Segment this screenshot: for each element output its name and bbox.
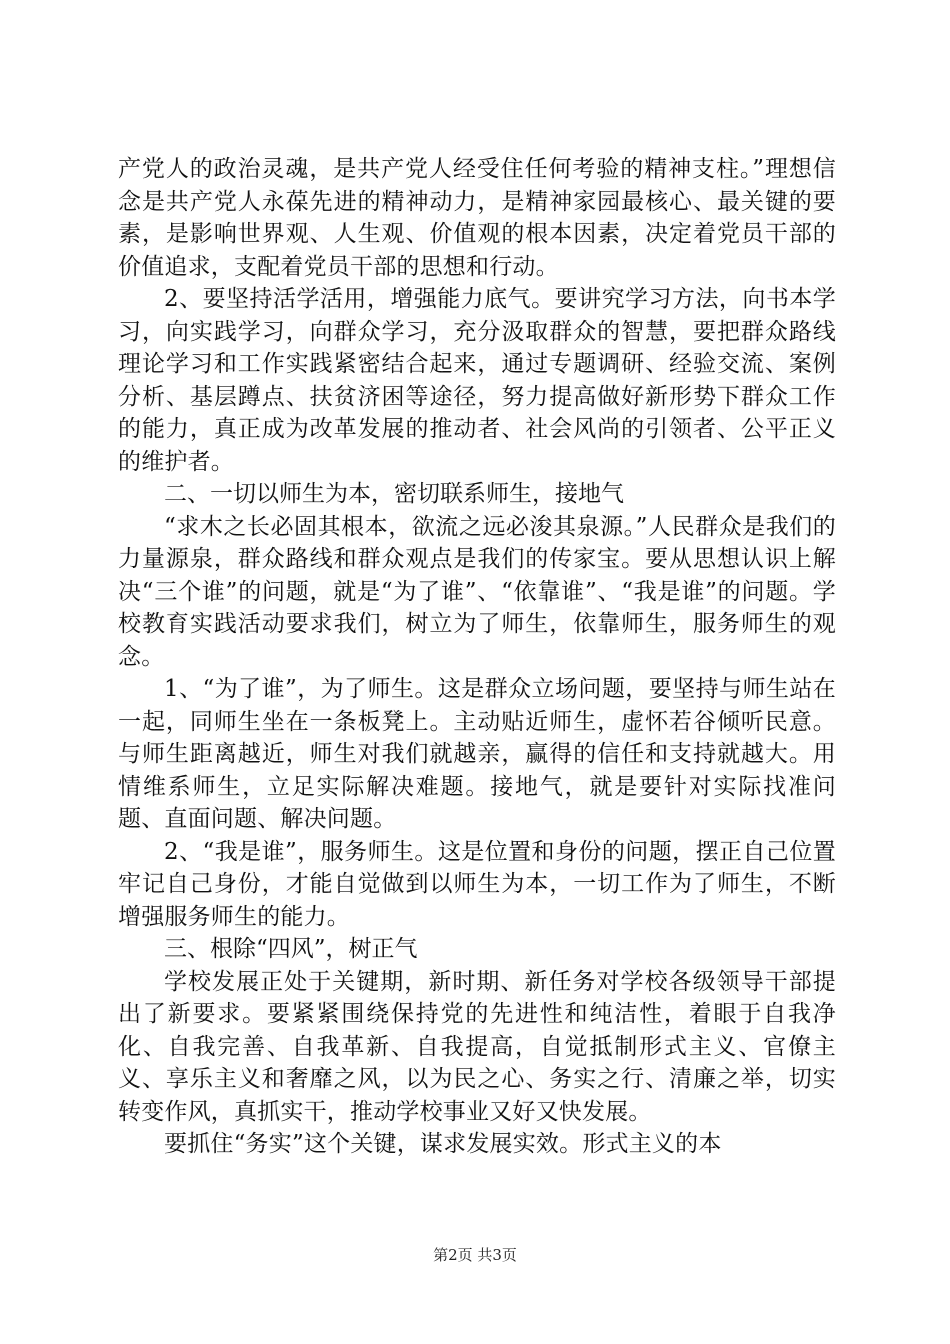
paragraph-mass-line: “求木之长必固其根本，欲流之远必浚其泉源。”人民群众是我们的力量源泉，群众路线和群众观点是我们的传家宝。要从思想认识上解决“三个谁”的问题，就是“为了谁”、“依靠谁”、“我是谁”的问题。学校教育实践活动要求我们，树立为了师生，依靠师生，服务师生的观念。 [118, 513, 836, 670]
section-heading-three: 三、根除“四风”，树正气 [164, 936, 418, 962]
section-heading-two: 二、一切以师生为本，密切联系师生，接地气 [164, 481, 624, 507]
paragraph-continued: 产党人的政治灵魂，是共产党人经受住任何考验的精神支柱。”理想信念是共产党人永葆先进的精神动力，是精神家园最核心、最关键的要素，是影响世界观、人生观、价值观的根本因素，决定着党员干部的价值追求，支配着党员干部的思想和行动。 [118, 156, 836, 280]
page-number-footer: 第2页 共3页 [433, 1246, 517, 1264]
paragraph-who-am-i: 2、“我是谁”，服务师生。这是位置和身份的问题，摆正自己位置牢记自己身份，才能自觉做到以师生为本，一切工作为了师生，不断增强服务师生的能力。 [118, 838, 836, 930]
paragraph-pragmatism: 要抓住“务实”这个关键，谋求发展实效。形式主义的本 [164, 1131, 722, 1157]
paragraph-learning-methods: 2、要坚持活学活用，增强能力底气。要讲究学习方法，向书本学习，向实践学习，向群众学习，充分汲取群众的智慧，要把群众路线理论学习和工作实践紧密结合起来，通过专题调研、经验交流、案例分析、基层蹲点、扶贫济困等途径，努力提高做好新形势下群众工作的能力，真正成为改革发展的推动者、社会风尚的引领者、公平正义的维护者。 [118, 286, 836, 475]
paragraph-for-whom: 1、“为了谁”，为了师生。这是群众立场问题，要坚持与师生站在一起，同师生坐在一条板凳上。主动贴近师生，虚怀若谷倾听民意。与师生距离越近，师生对我们就越亲，赢得的信任和支持就越大。用情维系师生，立足实际解决难题。接地气，就是要针对实际找准问题、直面问题、解决问题。 [118, 676, 836, 832]
paragraph-school-development: 学校发展正处于关键期，新时期、新任务对学校各级领导干部提出了新要求。要紧紧围绕保持党的先进性和纯洁性，着眼于自我净化、自我完善、自我革新、自我提高，自觉抵制形式主义、官僚主义、享乐主义和奢靡之风，以为民之心、务实之行、清廉之举，切实转变作风，真抓实干，推动学校事业又好又快发展。 [118, 968, 836, 1125]
document-body [118, 153, 836, 1161]
